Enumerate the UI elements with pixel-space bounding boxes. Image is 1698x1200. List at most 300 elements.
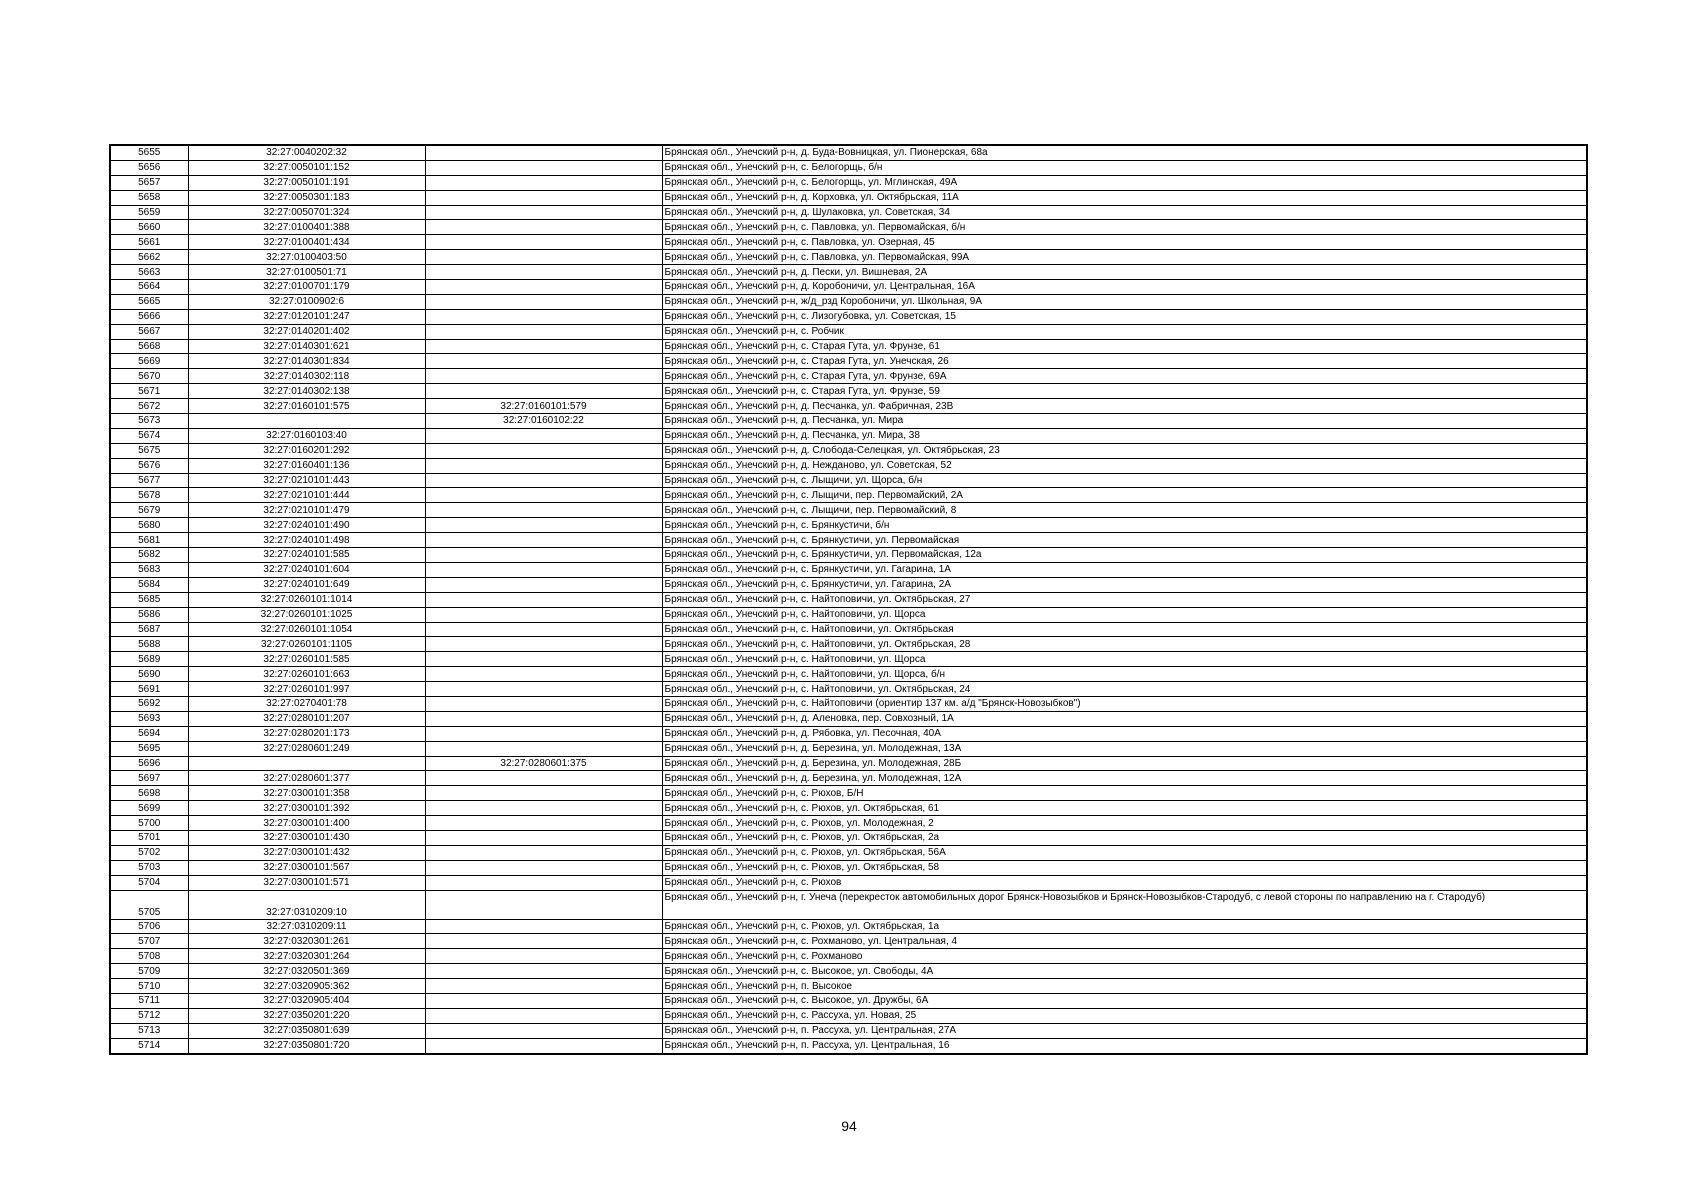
cadastral-number-cell: 32:27:0260101:1014 [188, 592, 425, 607]
cadastral-number-cell: 32:27:0320301:261 [188, 934, 425, 949]
cadastral-number-cell: 32:27:0300101:392 [188, 801, 425, 816]
address-cell: Брянская обл., Унечский р-н, с. Найтоповичи, ул. Щорса [662, 607, 1587, 622]
address-cell: Брянская обл., Унечский р-н, с. Найтоповичи (ориентир 137 км. а/д "Брянск-Новозыбков") [662, 696, 1587, 711]
related-cadastral-number-cell [425, 830, 662, 845]
row-number-cell: 5681 [110, 533, 188, 548]
related-cadastral-number-cell [425, 250, 662, 265]
address-cell: Брянская обл., Унечский р-н, с. Рохманово, ул. Центральная, 4 [662, 934, 1587, 949]
cadastral-number-cell: 32:27:0100401:388 [188, 220, 425, 235]
cadastral-number-cell: 32:27:0100701:179 [188, 280, 425, 295]
row-number-cell: 5670 [110, 369, 188, 384]
row-number-cell: 5661 [110, 235, 188, 250]
related-cadastral-number-cell [425, 488, 662, 503]
address-cell: Брянская обл., Унечский р-н, с. Рюхов, ул. Октябрьская, 61 [662, 801, 1587, 816]
row-number-cell: 5699 [110, 801, 188, 816]
table-row [110, 875, 1587, 890]
cadastral-number-cell: 32:27:0260101:585 [188, 652, 425, 667]
row-number-cell: 5691 [110, 682, 188, 697]
address-cell: Брянская обл., Унечский р-н, с. Лыщичи, ул. Щорса, б/н [662, 473, 1587, 488]
row-number-cell: 5713 [110, 1023, 188, 1038]
table-row [110, 488, 1587, 503]
related-cadastral-number-cell [425, 354, 662, 369]
table-row [110, 667, 1587, 682]
row-number-cell: 5664 [110, 280, 188, 295]
related-cadastral-number-cell [425, 384, 662, 399]
related-cadastral-number-cell [425, 860, 662, 875]
row-number-cell: 5682 [110, 548, 188, 563]
related-cadastral-number-cell [425, 919, 662, 934]
table-row [110, 175, 1587, 190]
table-row [110, 160, 1587, 175]
address-cell: Брянская обл., Унечский р-н, д. Рябовка, ул. Песочная, 40А [662, 726, 1587, 741]
table-row [110, 220, 1587, 235]
row-number-cell: 5686 [110, 607, 188, 622]
cadastral-number-cell: 32:27:0350801:639 [188, 1023, 425, 1038]
table-row [110, 1038, 1587, 1053]
row-number-cell: 5672 [110, 399, 188, 414]
cadastral-number-cell: 32:27:0240101:498 [188, 533, 425, 548]
row-number-cell: 5705 [110, 890, 188, 919]
row-number-cell: 5659 [110, 205, 188, 220]
cadastral-number-cell: 32:27:0260101:663 [188, 667, 425, 682]
cadastral-number-cell: 32:27:0140302:138 [188, 384, 425, 399]
table-row [110, 577, 1587, 592]
related-cadastral-number-cell [425, 979, 662, 994]
table-row [110, 428, 1587, 443]
address-cell: Брянская обл., Унечский р-н, г. Унеча (перекресток автомобильных дорог Брянск-Новозыбков и Брянск-Новозыбков-Стародуб, с левой стороны по направлению на г. Стародуб) [662, 890, 1587, 919]
address-cell: Брянская обл., Унечский р-н, с. Брянкустичи, б/н [662, 518, 1587, 533]
row-number-cell: 5687 [110, 622, 188, 637]
related-cadastral-number-cell [425, 682, 662, 697]
address-cell: Брянская обл., Унечский р-н, с. Брянкустичи, ул. Первомайская, 12а [662, 548, 1587, 563]
related-cadastral-number-cell [425, 339, 662, 354]
related-cadastral-number-cell [425, 443, 662, 458]
address-cell: Брянская обл., Унечский р-н, с. Лыщичи, пер. Первомайский, 8 [662, 503, 1587, 518]
related-cadastral-number-cell [425, 294, 662, 309]
row-number-cell: 5692 [110, 696, 188, 711]
table-row [110, 265, 1587, 280]
related-cadastral-number-cell [425, 503, 662, 518]
cadastral-number-cell: 32:27:0310209:10 [188, 890, 425, 919]
related-cadastral-number-cell [425, 607, 662, 622]
cadastral-number-cell: 32:27:0350801:720 [188, 1038, 425, 1053]
row-number-cell: 5698 [110, 786, 188, 801]
address-cell: Брянская обл., Унечский р-н, с. Найтоповичи, ул. Октябрьская, 24 [662, 682, 1587, 697]
row-number-cell: 5710 [110, 979, 188, 994]
related-cadastral-number-cell [425, 993, 662, 1008]
table-row [110, 1008, 1587, 1023]
address-cell: Брянская обл., Унечский р-н, д. Аленовка, пер. Совхозный, 1А [662, 711, 1587, 726]
address-cell: Брянская обл., Унечский р-н, с. Рюхов, ул. Октябрьская, 1а [662, 919, 1587, 934]
row-number-cell: 5711 [110, 993, 188, 1008]
related-cadastral-number-cell [425, 175, 662, 190]
related-cadastral-number-cell [425, 280, 662, 295]
address-cell: Брянская обл., Унечский р-н, с. Старая Гута, ул. Фрунзе, 61 [662, 339, 1587, 354]
row-number-cell: 5662 [110, 250, 188, 265]
address-cell: Брянская обл., Унечский р-н, с. Павловка, ул. Озерная, 45 [662, 235, 1587, 250]
table-row [110, 309, 1587, 324]
row-number-cell: 5693 [110, 711, 188, 726]
cadastral-number-cell: 32:27:0320501:369 [188, 964, 425, 979]
related-cadastral-number-cell [425, 518, 662, 533]
cadastral-number-cell: 32:27:0160101:575 [188, 399, 425, 414]
table-row [110, 503, 1587, 518]
related-cadastral-number-cell [425, 816, 662, 831]
cadastral-number-cell: 32:27:0270401:78 [188, 696, 425, 711]
row-number-cell: 5685 [110, 592, 188, 607]
row-number-cell: 5669 [110, 354, 188, 369]
related-cadastral-number-cell [425, 548, 662, 563]
related-cadastral-number-cell: 32:27:0160101:579 [425, 399, 662, 414]
row-number-cell: 5684 [110, 577, 188, 592]
address-cell: Брянская обл., Унечский р-н, с. Высокое, ул. Дружбы, 6А [662, 993, 1587, 1008]
related-cadastral-number-cell [425, 741, 662, 756]
row-number-cell: 5657 [110, 175, 188, 190]
related-cadastral-number-cell [425, 667, 662, 682]
row-number-cell: 5678 [110, 488, 188, 503]
table-row [110, 354, 1587, 369]
table-row [110, 622, 1587, 637]
table-row [110, 934, 1587, 949]
table-row [110, 756, 1587, 771]
table-row [110, 1023, 1587, 1038]
address-cell: Брянская обл., Унечский р-н, с. Найтоповичи, ул. Щорса [662, 652, 1587, 667]
cadastral-number-cell: 32:27:0300101:430 [188, 830, 425, 845]
related-cadastral-number-cell [425, 637, 662, 652]
table-row [110, 280, 1587, 295]
address-cell: Брянская обл., Унечский р-н, с. Старая Гута, ул. Унечская, 26 [662, 354, 1587, 369]
related-cadastral-number-cell [425, 473, 662, 488]
row-number-cell: 5706 [110, 919, 188, 934]
related-cadastral-number-cell [425, 265, 662, 280]
cadastral-number-cell: 32:27:0050101:191 [188, 175, 425, 190]
address-cell: Брянская обл., Унечский р-н, д. Березина, ул. Молодежная, 13А [662, 741, 1587, 756]
cadastral-number-cell: 32:27:0100401:434 [188, 235, 425, 250]
table-row [110, 652, 1587, 667]
table-row [110, 696, 1587, 711]
related-cadastral-number-cell [425, 577, 662, 592]
row-number-cell: 5673 [110, 414, 188, 429]
cadastral-number-cell: 32:27:0100501:71 [188, 265, 425, 280]
cadastral-number-cell: 32:27:0240101:649 [188, 577, 425, 592]
cadastral-number-cell: 32:27:0160401:136 [188, 458, 425, 473]
table-row [110, 830, 1587, 845]
table-row [110, 473, 1587, 488]
related-cadastral-number-cell [425, 1008, 662, 1023]
cadastral-number-cell: 32:27:0140201:402 [188, 324, 425, 339]
table-row [110, 548, 1587, 563]
table-row [110, 190, 1587, 205]
cadastral-number-cell: 32:27:0160201:292 [188, 443, 425, 458]
address-cell: Брянская обл., Унечский р-н, ж/д_рзд Коробоничи, ул. Школьная, 9А [662, 294, 1587, 309]
related-cadastral-number-cell [425, 369, 662, 384]
address-cell: Брянская обл., Унечский р-н, п. Высокое [662, 979, 1587, 994]
row-number-cell: 5714 [110, 1038, 188, 1053]
row-number-cell: 5697 [110, 771, 188, 786]
address-cell: Брянская обл., Унечский р-н, д. Корховка, ул. Октябрьская, 11А [662, 190, 1587, 205]
related-cadastral-number-cell [425, 235, 662, 250]
related-cadastral-number-cell [425, 562, 662, 577]
table-row [110, 993, 1587, 1008]
related-cadastral-number-cell [425, 964, 662, 979]
table-row [110, 324, 1587, 339]
table-row [110, 369, 1587, 384]
address-cell: Брянская обл., Унечский р-н, д. Шулаковка, ул. Советская, 34 [662, 205, 1587, 220]
table-row [110, 890, 1587, 919]
row-number-cell: 5658 [110, 190, 188, 205]
registry-table-body [110, 145, 1587, 1054]
registry-table [109, 144, 1588, 1055]
cadastral-number-cell: 32:27:0320905:404 [188, 993, 425, 1008]
related-cadastral-number-cell: 32:27:0280601:375 [425, 756, 662, 771]
page-number: 94 [841, 1118, 857, 1134]
address-cell: Брянская обл., Унечский р-н, с. Найтоповичи, ул. Октябрьская, 27 [662, 592, 1587, 607]
cadastral-number-cell: 32:27:0300101:567 [188, 860, 425, 875]
row-number-cell: 5677 [110, 473, 188, 488]
table-row [110, 741, 1587, 756]
table-row [110, 682, 1587, 697]
address-cell: Брянская обл., Унечский р-н, с. Белогорщь, б/н [662, 160, 1587, 175]
table-row [110, 949, 1587, 964]
related-cadastral-number-cell [425, 934, 662, 949]
cadastral-number-cell: 32:27:0300101:432 [188, 845, 425, 860]
related-cadastral-number-cell [425, 145, 662, 160]
table-row [110, 771, 1587, 786]
row-number-cell: 5660 [110, 220, 188, 235]
row-number-cell: 5680 [110, 518, 188, 533]
row-number-cell: 5709 [110, 964, 188, 979]
row-number-cell: 5707 [110, 934, 188, 949]
table-row [110, 711, 1587, 726]
related-cadastral-number-cell [425, 428, 662, 443]
address-cell: Брянская обл., Унечский р-н, д. Песчанка, ул. Мира, 38 [662, 428, 1587, 443]
related-cadastral-number-cell [425, 786, 662, 801]
address-cell: Брянская обл., Унечский р-н, с. Лизогубовка, ул. Советская, 15 [662, 309, 1587, 324]
table-row [110, 399, 1587, 414]
table-row [110, 294, 1587, 309]
cadastral-number-cell: 32:27:0280101:207 [188, 711, 425, 726]
address-cell: Брянская обл., Унечский р-н, с. Рюхов, ул. Октябрьская, 2а [662, 830, 1587, 845]
row-number-cell: 5679 [110, 503, 188, 518]
related-cadastral-number-cell [425, 652, 662, 667]
row-number-cell: 5668 [110, 339, 188, 354]
address-cell: Брянская обл., Унечский р-н, с. Брянкустичи, ул. Первомайская [662, 533, 1587, 548]
row-number-cell: 5666 [110, 309, 188, 324]
address-cell: Брянская обл., Унечский р-н, с. Робчик [662, 324, 1587, 339]
address-cell: Брянская обл., Унечский р-н, с. Лыщичи, пер. Первомайский, 2А [662, 488, 1587, 503]
row-number-cell: 5712 [110, 1008, 188, 1023]
cadastral-number-cell: 32:27:0260101:997 [188, 682, 425, 697]
address-cell: Брянская обл., Унечский р-н, с. Рюхов, ул. Октябрьская, 56А [662, 845, 1587, 860]
address-cell: Брянская обл., Унечский р-н, д. Песчанка, ул. Фабричная, 23В [662, 399, 1587, 414]
row-number-cell: 5708 [110, 949, 188, 964]
cadastral-number-cell: 32:27:0120101:247 [188, 309, 425, 324]
cadastral-number-cell: 32:27:0210101:444 [188, 488, 425, 503]
row-number-cell: 5695 [110, 741, 188, 756]
related-cadastral-number-cell [425, 622, 662, 637]
table-row [110, 384, 1587, 399]
address-cell: Брянская обл., Унечский р-н, п. Рассуха, ул. Центральная, 16 [662, 1038, 1587, 1053]
related-cadastral-number-cell [425, 592, 662, 607]
address-cell: Брянская обл., Унечский р-н, с. Старая Гута, ул. Фрунзе, 69А [662, 369, 1587, 384]
related-cadastral-number-cell [425, 533, 662, 548]
related-cadastral-number-cell [425, 726, 662, 741]
cadastral-number-cell: 32:27:0100902:6 [188, 294, 425, 309]
row-number-cell: 5663 [110, 265, 188, 280]
cadastral-number-cell: 32:27:0240101:490 [188, 518, 425, 533]
table-row [110, 979, 1587, 994]
related-cadastral-number-cell [425, 696, 662, 711]
related-cadastral-number-cell [425, 801, 662, 816]
address-cell: Брянская обл., Унечский р-н, с. Брянкустичи, ул. Гагарина, 2А [662, 577, 1587, 592]
cadastral-number-cell: 32:27:0210101:443 [188, 473, 425, 488]
cadastral-number-cell: 32:27:0320301:264 [188, 949, 425, 964]
address-cell: Брянская обл., Унечский р-н, с. Найтоповичи, ул. Октябрьская [662, 622, 1587, 637]
table-row [110, 533, 1587, 548]
address-cell: Брянская обл., Унечский р-н, с. Рассуха, ул. Новая, 25 [662, 1008, 1587, 1023]
row-number-cell: 5700 [110, 816, 188, 831]
address-cell: Брянская обл., Унечский р-н, д. Пески, ул. Вишневая, 2А [662, 265, 1587, 280]
address-cell: Брянская обл., Унечский р-н, с. Павловка, ул. Первомайская, б/н [662, 220, 1587, 235]
related-cadastral-number-cell [425, 324, 662, 339]
related-cadastral-number-cell [425, 205, 662, 220]
row-number-cell: 5655 [110, 145, 188, 160]
related-cadastral-number-cell [425, 875, 662, 890]
row-number-cell: 5689 [110, 652, 188, 667]
table-row [110, 562, 1587, 577]
address-cell: Брянская обл., Унечский р-н, с. Брянкустичи, ул. Гагарина, 1А [662, 562, 1587, 577]
address-cell: Брянская обл., Унечский р-н, д. Коробоничи, ул. Центральная, 16А [662, 280, 1587, 295]
address-cell: Брянская обл., Унечский р-н, с. Павловка, ул. Первомайская, 99А [662, 250, 1587, 265]
related-cadastral-number-cell [425, 220, 662, 235]
address-cell: Брянская обл., Унечский р-н, с. Найтоповичи, ул. Щорса, б/н [662, 667, 1587, 682]
cadastral-number-cell: 32:27:0280201:173 [188, 726, 425, 741]
address-cell: Брянская обл., Унечский р-н, д. Буда-Вовницкая, ул. Пионерская, 68а [662, 145, 1587, 160]
address-cell: Брянская обл., Унечский р-н, с. Рюхов, Б/Н [662, 786, 1587, 801]
address-cell: Брянская обл., Унечский р-н, с. Найтоповичи, ул. Октябрьская, 28 [662, 637, 1587, 652]
cadastral-number-cell: 32:27:0260101:1025 [188, 607, 425, 622]
row-number-cell: 5665 [110, 294, 188, 309]
table-row [110, 205, 1587, 220]
address-cell: Брянская обл., Унечский р-н, д. Песчанка, ул. Мира [662, 414, 1587, 429]
cadastral-number-cell: 32:27:0050301:183 [188, 190, 425, 205]
table-row [110, 145, 1587, 160]
table-row [110, 339, 1587, 354]
cadastral-number-cell: 32:27:0320905:362 [188, 979, 425, 994]
row-number-cell: 5701 [110, 830, 188, 845]
row-number-cell: 5675 [110, 443, 188, 458]
address-cell: Брянская обл., Унечский р-н, д. Березина, ул. Молодежная, 12А [662, 771, 1587, 786]
address-cell: Брянская обл., Унечский р-н, д. Нежданово, ул. Советская, 52 [662, 458, 1587, 473]
table-row [110, 458, 1587, 473]
table-row [110, 816, 1587, 831]
cadastral-number-cell [188, 414, 425, 429]
related-cadastral-number-cell [425, 190, 662, 205]
address-cell: Брянская обл., Унечский р-н, с. Старая Гута, ул. Фрунзе, 59 [662, 384, 1587, 399]
row-number-cell: 5676 [110, 458, 188, 473]
table-row [110, 786, 1587, 801]
cadastral-number-cell: 32:27:0140301:834 [188, 354, 425, 369]
cadastral-number-cell: 32:27:0310209:11 [188, 919, 425, 934]
cadastral-number-cell: 32:27:0140302:118 [188, 369, 425, 384]
address-cell: Брянская обл., Унечский р-н, с. Высокое, ул. Свободы, 4А [662, 964, 1587, 979]
row-number-cell: 5683 [110, 562, 188, 577]
table-row [110, 637, 1587, 652]
cadastral-number-cell: 32:27:0050701:324 [188, 205, 425, 220]
cadastral-number-cell: 32:27:0050101:152 [188, 160, 425, 175]
related-cadastral-number-cell [425, 1038, 662, 1053]
related-cadastral-number-cell [425, 949, 662, 964]
related-cadastral-number-cell [425, 845, 662, 860]
row-number-cell: 5667 [110, 324, 188, 339]
related-cadastral-number-cell: 32:27:0160102:22 [425, 414, 662, 429]
row-number-cell: 5656 [110, 160, 188, 175]
cadastral-number-cell: 32:27:0240101:604 [188, 562, 425, 577]
cadastral-number-cell: 32:27:0280601:377 [188, 771, 425, 786]
cadastral-number-cell: 32:27:0300101:571 [188, 875, 425, 890]
address-cell: Брянская обл., Унечский р-н, с. Рюхов [662, 875, 1587, 890]
table-row [110, 518, 1587, 533]
row-number-cell: 5690 [110, 667, 188, 682]
cadastral-number-cell: 32:27:0300101:358 [188, 786, 425, 801]
cadastral-number-cell: 32:27:0140301:621 [188, 339, 425, 354]
address-cell: Брянская обл., Унечский р-н, п. Рассуха, ул. Центральная, 27А [662, 1023, 1587, 1038]
cadastral-number-cell: 32:27:0040202:32 [188, 145, 425, 160]
table-row [110, 801, 1587, 816]
address-cell: Брянская обл., Унечский р-н, д. Слобода-Селецкая, ул. Октябрьская, 23 [662, 443, 1587, 458]
cadastral-number-cell: 32:27:0300101:400 [188, 816, 425, 831]
table-row [110, 607, 1587, 622]
cadastral-number-cell: 32:27:0240101:585 [188, 548, 425, 563]
table-row [110, 726, 1587, 741]
row-number-cell: 5694 [110, 726, 188, 741]
row-number-cell: 5696 [110, 756, 188, 771]
address-cell: Брянская обл., Унечский р-н, с. Рохманово [662, 949, 1587, 964]
row-number-cell: 5704 [110, 875, 188, 890]
table-row [110, 919, 1587, 934]
table-row [110, 250, 1587, 265]
cadastral-number-cell: 32:27:0350201:220 [188, 1008, 425, 1023]
related-cadastral-number-cell [425, 1023, 662, 1038]
table-row [110, 845, 1587, 860]
related-cadastral-number-cell [425, 458, 662, 473]
table-row [110, 964, 1587, 979]
cadastral-number-cell: 32:27:0280601:249 [188, 741, 425, 756]
table-row [110, 414, 1587, 429]
cadastral-number-cell: 32:27:0210101:479 [188, 503, 425, 518]
row-number-cell: 5674 [110, 428, 188, 443]
cadastral-number-cell: 32:27:0260101:1105 [188, 637, 425, 652]
address-cell: Брянская обл., Унечский р-н, д. Березина, ул. Молодежная, 28Б [662, 756, 1587, 771]
row-number-cell: 5671 [110, 384, 188, 399]
related-cadastral-number-cell [425, 160, 662, 175]
address-cell: Брянская обл., Унечский р-н, с. Белогорщь, ул. Мглинская, 49А [662, 175, 1587, 190]
row-number-cell: 5688 [110, 637, 188, 652]
cadastral-number-cell: 32:27:0100403:50 [188, 250, 425, 265]
address-cell: Брянская обл., Унечский р-н, с. Рюхов, ул. Октябрьская, 58 [662, 860, 1587, 875]
address-cell: Брянская обл., Унечский р-н, с. Рюхов, ул. Молодежная, 2 [662, 816, 1587, 831]
related-cadastral-number-cell [425, 711, 662, 726]
related-cadastral-number-cell [425, 771, 662, 786]
table-row [110, 592, 1587, 607]
table-row [110, 235, 1587, 250]
cadastral-number-cell: 32:27:0160103:40 [188, 428, 425, 443]
related-cadastral-number-cell [425, 309, 662, 324]
row-number-cell: 5702 [110, 845, 188, 860]
row-number-cell: 5703 [110, 860, 188, 875]
table-row [110, 443, 1587, 458]
table-row [110, 860, 1587, 875]
